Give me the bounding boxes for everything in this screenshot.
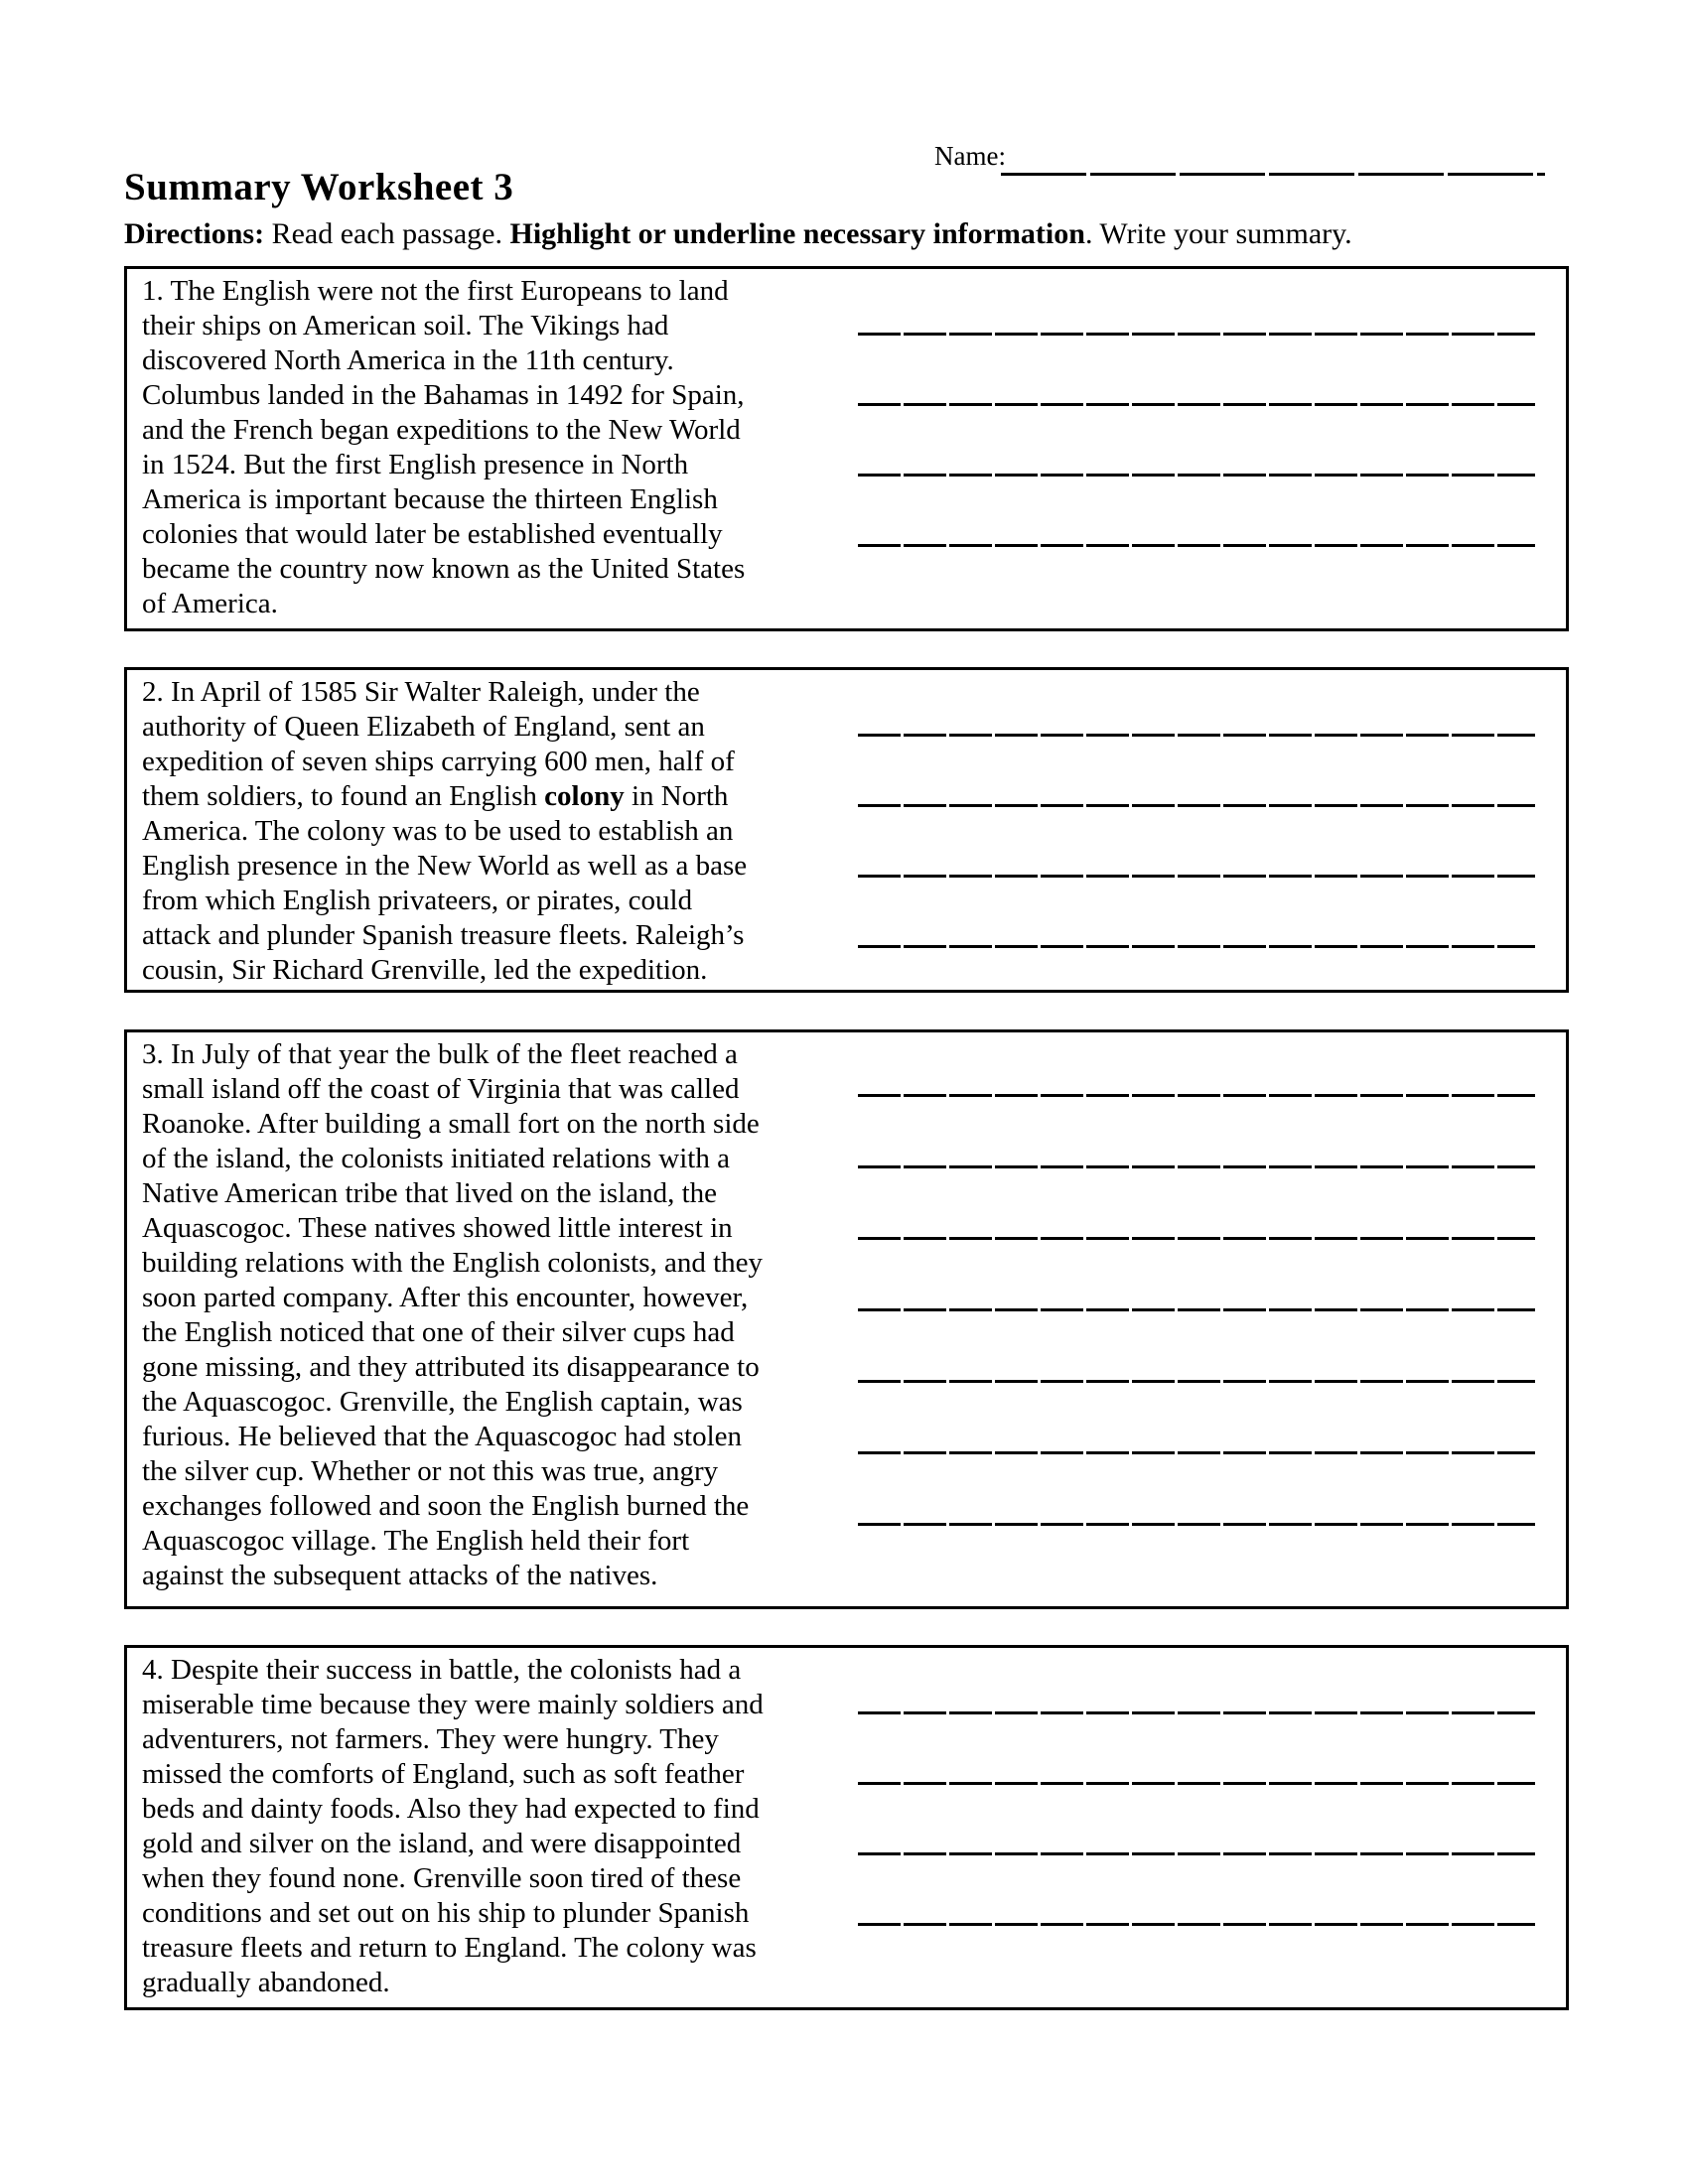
passage-box bbox=[124, 1029, 1569, 1609]
directions-text-1: Read each passage. bbox=[264, 217, 510, 250]
directions-label: Directions: bbox=[124, 217, 265, 250]
summary-blank-line[interactable] bbox=[858, 804, 1535, 807]
directions-bold: Highlight or underline necessary information bbox=[509, 217, 1085, 250]
summary-blank-line[interactable] bbox=[858, 1237, 1535, 1240]
directions bbox=[124, 217, 1352, 251]
summary-blank-line[interactable] bbox=[858, 1782, 1535, 1785]
summary-lines bbox=[858, 1648, 1535, 1926]
summary-blank-line[interactable] bbox=[858, 1523, 1535, 1526]
summary-lines bbox=[858, 670, 1535, 948]
summary-blank-line[interactable] bbox=[858, 1923, 1535, 1926]
summary-blank-line[interactable] bbox=[858, 945, 1535, 948]
name-input-line[interactable] bbox=[1001, 173, 1545, 176]
passage-text: 3. In July of that year the bulk of the fleet reached a small island off the coast of Virginia that was called Roanoke. After building a small fort on the north side of the island, the colonists initiated relations with a Native American tribe that lived on the island, the Aquascogoc. These natives showed little interest in building relations with the English colonists, and they soon parted company. After this encounter, however, the English noticed that one of their silver cups had gone missing, and they attributed its disappearance to the Aquascogoc. Grenville, the English captain, was furious. He believed that the Aquascogoc had stolen the silver cup. Whether or not this was true, angry exchanges followed and soon the English burned the Aquascogoc village. The English held their fort against the subsequent attacks of the natives. bbox=[142, 1038, 764, 1591]
passage-box bbox=[124, 667, 1569, 993]
summary-blank-line[interactable] bbox=[858, 333, 1535, 336]
summary-blank-line[interactable] bbox=[858, 544, 1535, 547]
passage-text: 1. The English were not the first Europeans to land their ships on American soil. The Vikings had discovered North America in the 11th century. Columbus landed in the Bahamas in 1492 for Spain, and the French began expeditions to the New World in 1524. But the first English presence in North America is important because the thirteen English colonies that would later be established eventually became the country now known as the United States of America. bbox=[142, 275, 746, 619]
directions-text-2: . Write your summary. bbox=[1084, 217, 1352, 250]
summary-blank-line[interactable] bbox=[858, 403, 1535, 406]
summary-blank-line[interactable] bbox=[858, 1711, 1535, 1714]
summary-blank-line[interactable] bbox=[858, 734, 1535, 737]
summary-blank-line[interactable] bbox=[858, 1308, 1535, 1311]
page-title: Summary Worksheet 3 bbox=[124, 166, 514, 208]
summary-blank-line[interactable] bbox=[858, 1852, 1535, 1855]
passage-text: 4. Despite their success in battle, the colonists had a miserable time because they were mainly soldiers and adventurers, not farmers. They were hungry. They missed the comforts of England, such as soft feather beds and dainty foods. Also they had expected to find gold and silver on the island, and were disappointed when they found none. Grenville soon tired of these conditions and set out on his ship to plunder Spanish treasure fleets and return to England. The colony was gradually abandoned. bbox=[142, 1654, 764, 1998]
passage-text: 2. In April of 1585 Sir Walter Raleigh, under the authority of Queen Elizabeth of England, sent an expedition of seven ships carrying 600 men, half of them soldiers, to found an English colony in North America. The colony was to be used to establish an English presence in the New World as well as a base from which English privateers, or pirates, could attack and plunder Spanish treasure fleets. Raleigh’s cousin, Sir Richard Grenville, led the expedition. bbox=[142, 676, 748, 986]
summary-blank-line[interactable] bbox=[858, 1380, 1535, 1383]
summary-blank-line[interactable] bbox=[858, 1165, 1535, 1168]
summary-blank-line[interactable] bbox=[858, 474, 1535, 477]
summary-blank-line[interactable] bbox=[858, 1094, 1535, 1097]
summary-blank-line[interactable] bbox=[858, 875, 1535, 878]
summary-lines bbox=[858, 269, 1535, 547]
summary-blank-line[interactable] bbox=[858, 1451, 1535, 1454]
passage-box bbox=[124, 266, 1569, 631]
name-label: Name: bbox=[934, 141, 1006, 171]
passage-box bbox=[124, 1645, 1569, 2010]
summary-lines bbox=[858, 1032, 1535, 1526]
